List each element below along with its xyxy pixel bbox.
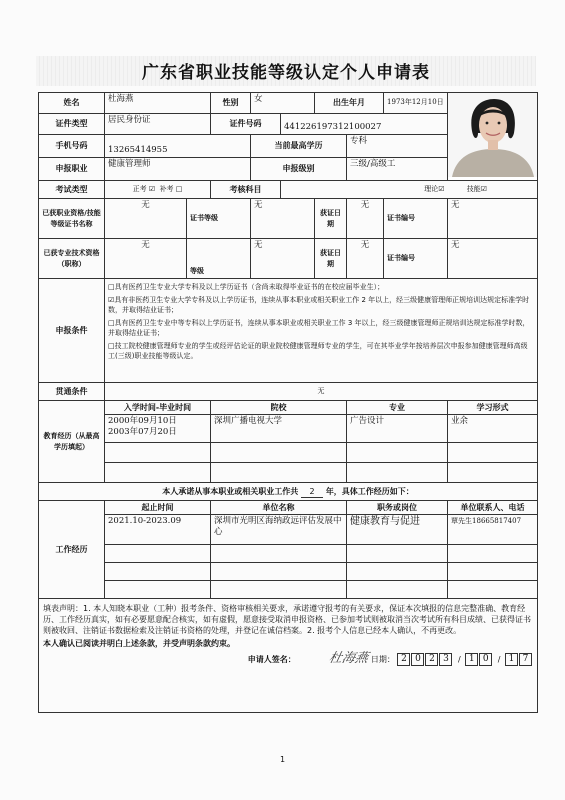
edu-row-form: 业余 xyxy=(448,415,538,443)
held-cert-date: 无 xyxy=(347,199,384,239)
form-title: 广东省职业技能等级认定个人申请表 xyxy=(142,63,430,83)
birth-value: 1973年12月10日 xyxy=(384,93,448,114)
declaration-block xyxy=(39,599,538,713)
work-header-position: 职务或岗位 xyxy=(347,501,448,515)
application-form xyxy=(38,92,538,713)
edu-row-empty xyxy=(105,463,211,483)
held-cert-no: 无 xyxy=(448,199,538,239)
applicant-photo xyxy=(448,93,538,181)
edu-value: 专科 xyxy=(347,134,448,157)
idtype-label: 证件类型 xyxy=(39,113,105,134)
held-cert-name: 无 xyxy=(105,199,187,239)
checkbox-theory[interactable]: ☑ xyxy=(438,185,445,193)
held-cert-no-label: 证书编号 xyxy=(384,199,448,239)
title-cert-level: 无 xyxy=(251,239,315,279)
condition-item: ☑具有非医药卫生专业大学专科及以上学历证书，连续从事本职业或相关职业工作 2 年以上，经三级健康管理师正规培训达规定标准学时数，并取得结业证书； xyxy=(108,296,530,314)
edu-row-empty xyxy=(105,443,211,463)
title-cert-no-label: 证书编号 xyxy=(384,239,448,279)
held-cert-date-label: 获证日期 xyxy=(315,199,347,239)
name-value: 杜海燕 xyxy=(105,93,211,114)
title-cert-no: 无 xyxy=(448,239,538,279)
applicant-signature: 杜海燕 xyxy=(327,651,370,666)
edu-row-major: 广告设计 xyxy=(347,415,448,443)
idtype-value: 居民身份证 xyxy=(105,113,211,134)
work-row-period: 2021.10-2023.09 xyxy=(105,515,211,545)
page-number: 1 xyxy=(279,755,286,764)
declaration-confirm: 本人确认已阅读并明白上述条款，并受声明条款约束。 xyxy=(43,639,235,648)
idno-label: 证件号码 xyxy=(211,113,281,134)
title-cert-level-label: 等级 xyxy=(187,239,251,279)
work-row-contact: 覃先生18665817407 xyxy=(448,515,538,545)
held-cert-level-label: 证书等级 xyxy=(187,199,251,239)
job-label: 申报职业 xyxy=(39,157,105,180)
work-years: 2 xyxy=(301,486,323,498)
title-cert-label: 已获专业技术资格（职称） xyxy=(39,239,105,279)
work-row-position: 健康教育与促进 xyxy=(347,515,448,545)
work-label: 工作经历 xyxy=(39,501,105,599)
date-boxes: 2 0 2 3 / 1 0 / 1 7 xyxy=(397,655,533,664)
exam-type-label: 考试类型 xyxy=(39,181,105,199)
condition-item: □具有医药卫生专业中等专科以上学历证书，连续从事本职业或相关职业工作 3 年以上，经三级健康管理师正规培训达规定标准学时数，并取得结业证书； xyxy=(108,319,530,337)
level-label: 申报级别 xyxy=(251,157,347,180)
portrait-image xyxy=(448,93,538,177)
work-row-empty xyxy=(105,563,211,581)
subject-options: 理论☑ 技能☑ xyxy=(281,181,538,199)
checkbox-skill[interactable]: ☑ xyxy=(480,185,488,193)
held-cert-level: 无 xyxy=(251,199,315,239)
work-promise: 本人承诺从事本职业或相关职业工作共 2 年，具体工作经历如下： xyxy=(39,483,538,501)
exam-type-options: 正考 ☑ 补考 □ xyxy=(105,181,211,199)
phone-label: 手机号码 xyxy=(39,134,105,157)
condition-item: □技工院校健康管理师专业的学生或经评估论证的职业院校健康管理师专业的学生，可在其毕业学年按培养层次申报参加健康管理师高级工(三级)职业技能等级认定。 xyxy=(108,342,528,360)
edu-header-school: 院校 xyxy=(211,401,347,415)
conditions-list xyxy=(105,279,538,383)
edu-header-major: 专业 xyxy=(347,401,448,415)
title-cert-name: 无 xyxy=(105,239,187,279)
edu-label: 当前最高学历 xyxy=(251,134,347,157)
edu-row-period: 2000年09月10日 2003年07月20日 xyxy=(105,415,211,443)
declaration-text: 填表声明：1. 本人知晓本职业（工种）报考条件、资格审核相关要求，承诺遵守报考的有关要求，保证本次填报的信息完整准确、教育经历、工作经历真实，如有必要愿意配合核实，如有虚假，愿意接受取消申报资格、已参加考试则被取消当次考试所有科目成绩、已获得证书则被收回、注销证书数据检索及注销证书资格的处理，并登记在诚信档案。2. 报考个人信息已经本人确认，不再更改。 xyxy=(43,604,531,635)
gender-label: 性别 xyxy=(211,93,251,114)
edu-header-period: 入学时间-毕业时间 xyxy=(105,401,211,415)
edu-header-form: 学习形式 xyxy=(448,401,538,415)
idno-value: 441226197312100027 xyxy=(281,113,448,134)
held-cert-label: 已获职业资格/技能等级证书名称 xyxy=(39,199,105,239)
checkbox-first-exam[interactable]: ☑ xyxy=(148,185,156,193)
signature-row: 申请人签名： 杜海燕 日期： 2 0 2 3 / 1 0 / 1 7 xyxy=(43,653,533,666)
level-value: 三级/高级工 xyxy=(347,157,448,180)
gender-value: 女 xyxy=(251,93,315,114)
conditions-label: 申报条件 xyxy=(39,279,105,383)
phone-value: 13265414955 xyxy=(105,134,251,157)
education-label: 教育经历（从最高学历填起） xyxy=(39,401,105,483)
work-header-employer: 单位名称 xyxy=(211,501,347,515)
name-label: 姓名 xyxy=(39,93,105,114)
work-row-empty xyxy=(105,545,211,563)
birth-label: 出生年月 xyxy=(315,93,384,114)
through-value: 无 xyxy=(105,383,538,401)
title-cert-date: 无 xyxy=(347,239,384,279)
edu-row-school: 深圳广播电视大学 xyxy=(211,415,347,443)
job-value: 健康管理师 xyxy=(105,157,251,180)
condition-item: □具有医药卫生专业大学专科及以上学历证书（含尚未取得毕业证书的在校应届毕业生）； xyxy=(108,283,385,291)
work-header-contact: 单位联系人、电话 xyxy=(448,501,538,515)
work-header-period: 起止时间 xyxy=(105,501,211,515)
title-cert-date-label: 获证日期 xyxy=(315,239,347,279)
work-row-empty xyxy=(105,581,211,599)
subject-label: 考核科目 xyxy=(211,181,281,199)
work-row-employer: 深圳市光明区海纳政远评估发展中心 xyxy=(211,515,347,545)
checkbox-retake[interactable]: □ xyxy=(175,185,183,193)
through-label: 贯通条件 xyxy=(39,383,105,401)
